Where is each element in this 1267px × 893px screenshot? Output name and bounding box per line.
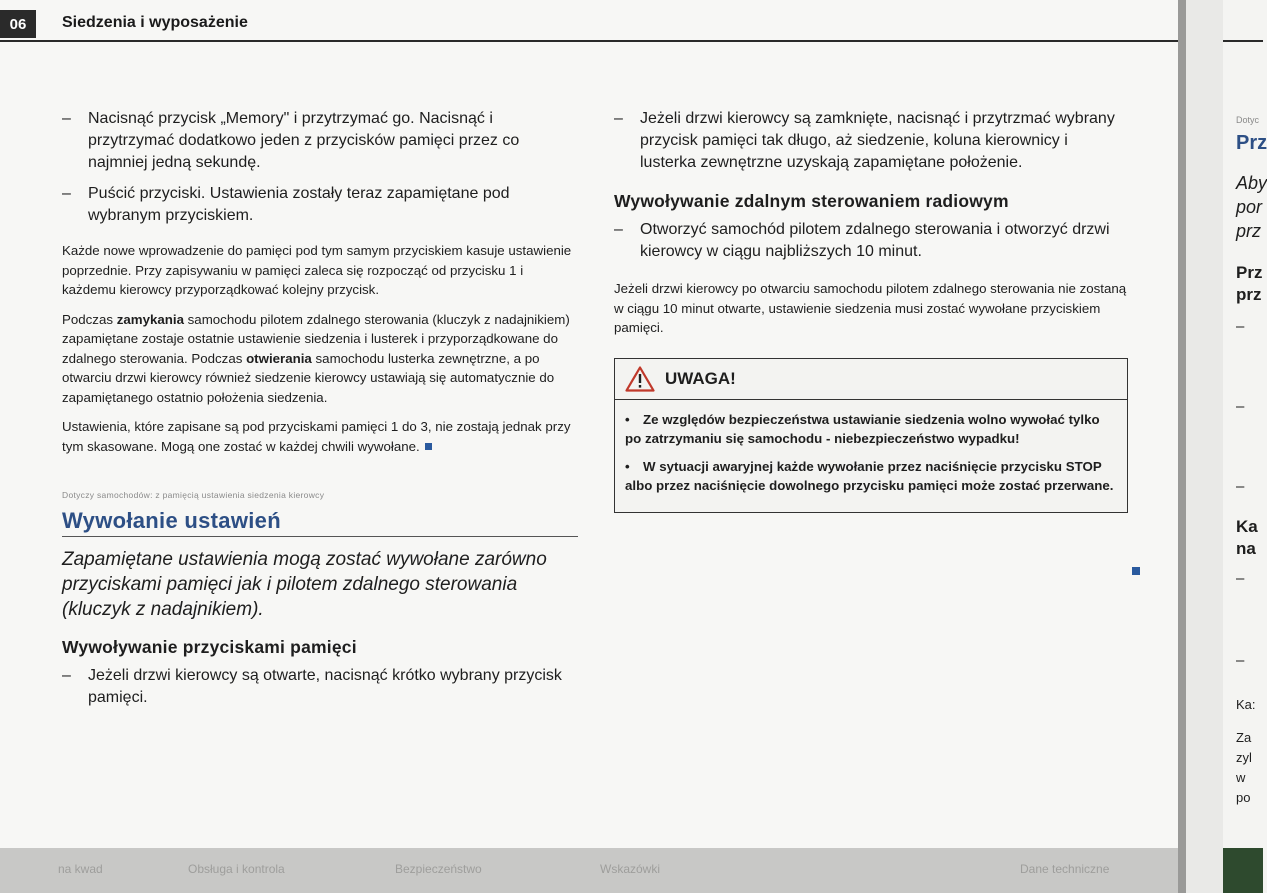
adjacent-header-rule: [1223, 40, 1263, 42]
adjacent-subhead-line: na: [1236, 539, 1256, 558]
warning-body: [615, 400, 1127, 512]
bottom-tab: Bezpieczeństwo: [395, 862, 482, 876]
page-number: 06: [0, 10, 36, 38]
adjacent-bottom-tab: [1223, 848, 1263, 893]
end-of-section-mark: [425, 443, 432, 450]
step-memory-press: – Nacisnąć przycisk „Memory" i przytrzymać go. Nacisnąć i przytrzymać dodatkowo jeden z przycisków pamięci przez co najmniej jedną sekundę.: [62, 108, 578, 174]
warning-triangle-icon: [625, 366, 655, 392]
running-title: Siedzenia i wyposażenie: [62, 14, 248, 31]
section-rule: [62, 536, 578, 537]
bold-unlocking: otwierania: [246, 350, 312, 366]
subhead-memory-buttons: Wywoływanie przyciskami pamięci: [62, 637, 357, 657]
step-door-open: – Jeżeli drzwi kierowcy są otwarte, nacisnąć krótko wybrany przycisk pamięci.: [62, 665, 578, 709]
adjacent-dash: –: [1236, 478, 1245, 495]
warning-item: • W sytuacji awaryjnej każde wywołanie przez naciśnięcie przycisku STOP albo przez naciśnięcie dowolnego przycisku pamięci może zostać przerwane.: [625, 458, 1114, 493]
paragraph-remote: Podczas zamykania samochodu pilotem zdalnego sterowania (kluczyk z nadajnikiem) zapamiętane zostaje ostatnie ustawienie siedzenia i lusterek i przyporządkowane do zdalnego sterowania. Podczas otwierania samochodu lusterka zewnętrzne, a po otwarciu drzwi kierowcy również siedzenie kierowcy ustawiają się automatycznie do zapamiętanego ostatnio położenia siedzenia.: [62, 311, 570, 405]
adjacent-title: Prz: [1236, 132, 1267, 154]
adjacent-dash: –: [1236, 398, 1245, 415]
adjacent-page-edge: [1223, 0, 1267, 893]
bottom-tab: Wskazówki: [600, 862, 661, 876]
bullet-icon: •: [625, 411, 630, 427]
end-of-section-mark: [1132, 567, 1140, 575]
adjacent-dash: –: [1236, 318, 1245, 335]
adjacent-text-line: w: [1236, 770, 1246, 785]
header-rule: [0, 40, 1178, 42]
bold-locking: zamykania: [116, 311, 184, 327]
right-column: [614, 108, 1128, 513]
adjacent-subhead-line: Ka: [1236, 517, 1258, 536]
section-lead: Zapamiętane ustawienia mogą zostać wywołane zarówno przyciskami pamięci jak i pilotem zdalnego sterowania (kluczyk z nadajnikiem).: [62, 549, 547, 620]
warning-item: • Ze względów bezpieczeństwa ustawianie siedzenia wolno wywołać tylko po zatrzymaniu się samochodu - niebezpieczeństwo wypadku!: [625, 411, 1100, 446]
adjacent-text-line: Ka:: [1236, 697, 1256, 712]
adjacent-lead-line: por: [1236, 197, 1263, 217]
left-column: [62, 108, 578, 718]
paragraph-timeout: Jeżeli drzwi kierowcy po otwarciu samochodu pilotem zdalnego sterowania nie zostaną w ciągu 10 minut otwarte, ustawienie siedzenia musi zostać wywołane przyciskiem pamięci.: [614, 281, 1127, 335]
book-gutter: [1178, 0, 1186, 893]
adjacent-text-line: Za: [1236, 730, 1252, 745]
adjacent-dash: –: [1236, 570, 1245, 587]
bottom-tab: na kwad: [58, 862, 103, 876]
bottom-tab: Dane techniczne: [1020, 862, 1110, 876]
adjacent-text-line: zyl: [1236, 750, 1252, 765]
adjacent-lead-line: Aby: [1236, 173, 1267, 193]
bottom-tab-strip: [0, 848, 1178, 893]
adjacent-subhead-line: prz: [1236, 285, 1262, 304]
subhead-remote: Wywoływanie zdalnym sterowaniem radiowym: [614, 191, 1009, 211]
adjacent-crumb: Dotyc: [1236, 115, 1260, 125]
step-release: – Puścić przyciski. Ustawienia zostały teraz zapamiętane pod wybranym przyciskiem.: [62, 183, 578, 227]
bottom-tab: Obsługa i kontrola: [188, 862, 285, 876]
adjacent-lead-line: prz: [1236, 221, 1262, 241]
bullet-icon: •: [625, 458, 630, 474]
adjacent-text-line: po: [1236, 790, 1251, 805]
warning-title: UWAGA!: [665, 368, 736, 388]
book-gutter-shadow: [1186, 0, 1223, 893]
paragraph-keys: Ustawienia, które zapisane są pod przyciskami pamięci 1 do 3, nie zostają jednak przy tym skasowane. Mogą one zostać w każdej chwili wywołane.: [62, 419, 571, 454]
breadcrumb: Dotyczy samochodów: z pamięcią ustawienia siedzenia kierowcy: [62, 490, 325, 500]
step-remote-open: – Otworzyć samochód pilotem zdalnego sterowania i otworzyć drzwi kierowcy w ciągu najbliższych 10 minut.: [614, 219, 1128, 263]
paragraph-overwrite: Każde nowe wprowadzenie do pamięci pod tym samym przyciskiem kasuje ustawienie poprzednie. Przy zapisywaniu w pamięci zaleca się rozpocząć od przycisku 1 i każdemu kierowcy przyporządkować kolejny przycisk.: [62, 243, 572, 297]
adjacent-subhead-line: Prz: [1236, 263, 1263, 282]
step-door-closed: – Jeżeli drzwi kierowcy są zamknięte, nacisnąć i przytrzmać wybrany przycisk pamięci tak długo, aż siedzenie, koluna kierownicy i lusterka zewnętrzne uzyskają zapamiętane położenie.: [614, 108, 1128, 174]
warning-box: [614, 358, 1128, 513]
warning-header: [615, 359, 1127, 400]
adjacent-dash: –: [1236, 652, 1245, 669]
section-title: Wywołanie ustawień: [62, 508, 281, 533]
